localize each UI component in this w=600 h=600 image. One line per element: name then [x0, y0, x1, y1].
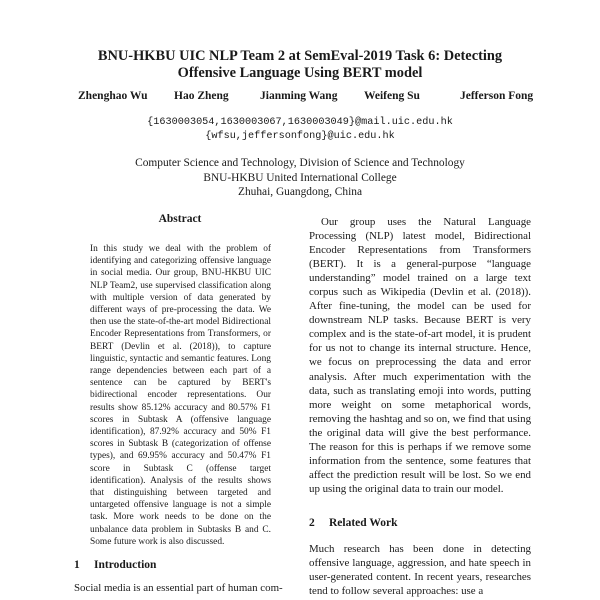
section-2-heading	[309, 517, 397, 529]
affiliation-line-1: Computer Science and Technology, Division of Science and Technology	[135, 157, 465, 169]
abstract-text: In this study we deal with the problem of identifying and categorizing offensive language in social media. Our group, BNU-HKBU UIC NLP Team2, use supervised classification along with multiple version of data generated by different ways of pre-processing the data. We then use the state-of-the-art model Bidirectional Encoder Representations from Transformers, or BERT (Devlin et al. (2018)), to capture linguistic, syntactic and semantic features. Long range dependencies between each part of a sentence can be captured by BERT's bidirectional encoder representations. Our results show 85.12% accuracy and 80.57% F1 scores in Subtask A (offensive language identification), 87.92% accuracy and 50% F1 scores in Subtask B (categorization of offense types), and 69.95% accuracy and 50.47% F1 score in Subtask C (offense target identification). Analysis of the results shows that distinguishing between targeted and untargeted offensive language is not a simple task. More work needs to be done on the unbalance data problem in Subtasks B and C. Some future work is also discussed.	[90, 244, 271, 547]
section-1-title: Introduction	[94, 559, 157, 571]
author-1: Zhenghao Wu	[78, 90, 148, 102]
affiliation-line-3: Zhuhai, Guangdong, China	[237, 186, 362, 198]
introduction-body	[74, 581, 295, 595]
section-2-title: Related Work	[329, 517, 398, 529]
author-2: Hao Zheng	[174, 90, 229, 102]
section-1-heading	[74, 559, 156, 571]
email-line-2: {wfsu,jeffersonfong}@uic.edu.hk	[205, 131, 395, 142]
author-3: Jianming Wang	[260, 90, 338, 102]
related-work-body	[309, 542, 531, 598]
paper-title	[60, 48, 540, 82]
author-emails	[60, 116, 540, 144]
abstract-body	[90, 243, 271, 548]
author-4: Weifeng Su	[364, 90, 420, 102]
section-2-number: 2	[309, 517, 315, 529]
right-column-paragraph	[309, 215, 531, 496]
abstract-heading: Abstract	[158, 213, 202, 225]
bert-paragraph: Our group uses the Natural Language Processing (NLP) latest model, Bidirectional Encoder Representations from Transformers (BERT). It is a general-purpose “language understanding” model trained on a large text corpus such as Wikipedia (Devlin et al. (2018)). After fine-tuning, the model can be used for downstream NLP tasks. Because BERT is very complex and is the state-of-art model, it is prudent for us not to change its internal structure. Hence, we focus on preprocessing the data and error analysis. After much experimentation with the data, such as translating emoji into words, putting more weight on some metaphorical words, removing the hashtag and so on, we find that using the original data will give the best performance. The reason for this is perhaps if we remove some information from the sentence, some features that affect the prediction result will be lost. So we end up using the original data to train our model.	[309, 216, 532, 495]
title-line-1: BNU-HKBU UIC NLP Team 2 at SemEval-2019 Task 6: Detecting	[97, 48, 503, 64]
title-line-2: Offensive Language Using BERT model	[177, 65, 423, 81]
related-work-text: Much research has been done in detecting offensive language, aggression, and hate speech in user-generated content. In recent years, researches tend to follow several approaches: use a	[309, 543, 531, 598]
section-1-number: 1	[74, 559, 80, 571]
introduction-text: Social media is an essential part of human com-	[74, 582, 283, 594]
author-list	[70, 90, 550, 106]
affiliation-line-2: BNU-HKBU United International College	[203, 171, 397, 184]
affiliation	[60, 156, 540, 200]
author-5: Jefferson Fong	[460, 90, 534, 102]
email-line-1: {1630003054,1630003067,1630003049}@mail.uic.edu.hk	[147, 117, 453, 128]
